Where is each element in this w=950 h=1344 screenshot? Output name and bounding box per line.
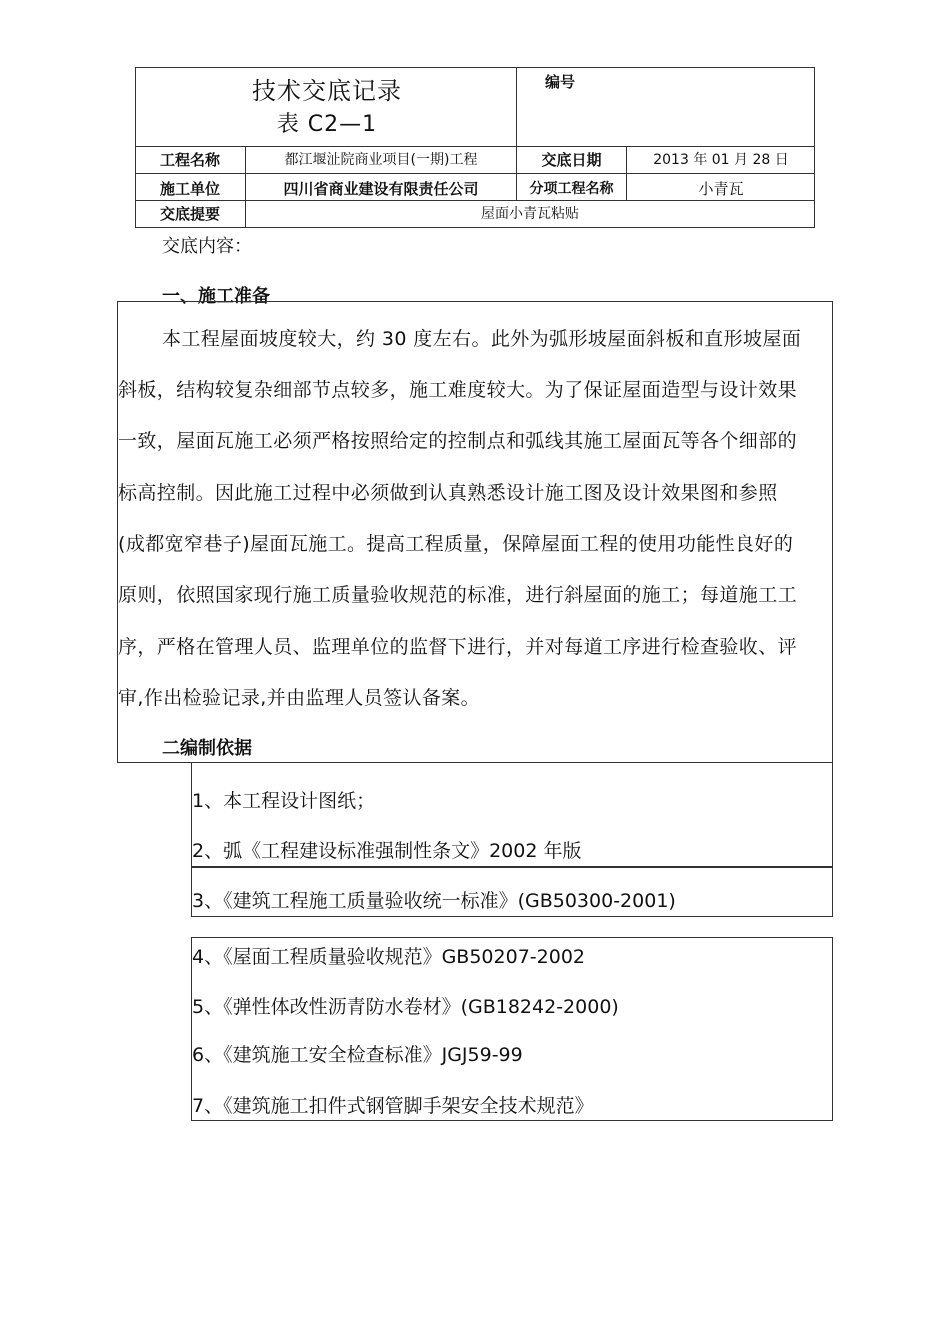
project-name-label: 工程名称	[159, 151, 220, 169]
form-number: 表 C2—1	[276, 112, 378, 137]
summary-label: 交底提要	[159, 205, 220, 223]
reference-item-4: 4、《屋面工程质量验收规范》GB50207-2002	[192, 946, 585, 968]
section-1-line-3: 一致，屋面瓦施工必须严格按照给定的控制点和弧线其施工屋面瓦等各个细部的	[118, 430, 798, 452]
serial-number-label: 编号	[545, 73, 576, 91]
handover-date-label: 交底日期	[541, 151, 602, 169]
summary-value: 屋面小青瓦粘贴	[481, 206, 579, 222]
handover-date-value: 2013 年 01 月 28 日	[653, 152, 789, 168]
contractor-value: 四川省商业建设有限责任公司	[283, 180, 479, 198]
reference-item-5: 5、《弹性体改性沥青防水卷材》(GB18242-2000)	[192, 996, 619, 1018]
reference-item-3: 3、《建筑工程施工质量验收统一标准》(GB50300-2001)	[192, 890, 676, 912]
subproject-label: 分项工程名称	[529, 181, 614, 197]
reference-item-6: 6、《建筑施工安全检查标准》JGJ59-99	[192, 1044, 523, 1066]
record-header-table	[135, 67, 815, 228]
section-1-title: 一、施工准备	[162, 286, 270, 307]
contractor-label: 施工单位	[159, 180, 220, 198]
reference-item-2: 2、弧《工程建设标准强制性条文》2002 年版	[192, 840, 582, 862]
section-1-line-1: 本工程屋面坡度较大，约 30 度左右。此外为弧形坡屋面斜板和直形坡屋面	[162, 328, 802, 350]
section-1-line-5: (成都宽窄巷子)屋面瓦施工。提高工程质量，保障屋面工程的使用功能性良好的	[118, 533, 794, 555]
section-2-title: 二编制依据	[162, 738, 252, 759]
section-1-line-7: 序，严格在管理人员、监理单位的监督下进行，并对每道工序进行检查验收、评	[118, 636, 798, 658]
section-1-line-6: 原则，依照国家现行施工质量验收规范的标准，进行斜屋面的施工；每道施工工	[118, 584, 798, 606]
section-1-line-2: 斜板，结构较复杂细部节点较多，施工难度较大。为了保证屋面造型与设计效果	[118, 379, 798, 401]
section-1-line-8: 审,作出检验记录,并由监理人员签认备案。	[118, 687, 481, 709]
document-title: 技术交底记录	[252, 77, 402, 105]
project-name-value: 都江堰沚院商业项目(一期)工程	[284, 152, 478, 168]
content-label: 交底内容：	[162, 236, 252, 257]
reference-item-7: 7、《建筑施工扣件式钢管脚手架安全技术规范》	[192, 1095, 594, 1117]
reference-item-1: 1、本工程设计图纸；	[192, 790, 376, 812]
subproject-value: 小青瓦	[698, 180, 744, 198]
section-1-line-4: 标高控制。因此施工过程中必须做到认真熟悉设计施工图及设计效果图和参照	[118, 482, 778, 504]
